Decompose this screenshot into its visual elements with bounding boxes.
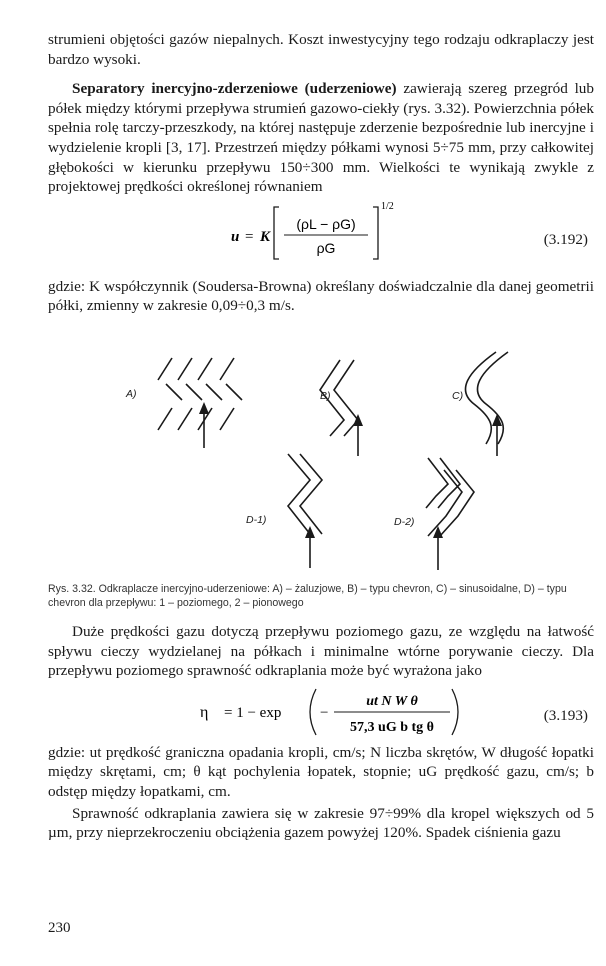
eq1-numerator: (ρL − ρG) [296, 215, 356, 232]
paragraph-separators-text: zawierają szereg przegród lub półek między którymi przepływa strumień gazowo-ciekły (rys. 3.32). Powierzchnia półek spełnia rolę tarczy-przeszkody, na której następuje zderzenie bezpośrednie lub inercyjne i wydzielenie kropli [3, 17]. Przestrzeń między półkami wynosi 5÷75 mm, przy całkowitej głębokości w kierunku przepływu 150÷300 mm. Wielkości te wynikają zwykle z projektowej prędkości określonej równaniem [48, 80, 594, 196]
equation-3-192-svg [48, 197, 594, 267]
eq1-right-bracket [373, 207, 378, 259]
eq2-lhs: η [200, 703, 209, 721]
equation-3-193-svg [48, 681, 594, 743]
eq1-denominator: ρG [316, 239, 336, 256]
figure-a-arrowhead [199, 402, 209, 414]
equation-3-192 [48, 197, 594, 267]
eq2-prefix: = 1 − exp [224, 704, 282, 721]
figure-label-d1: D-1) [246, 513, 267, 526]
figure-label-c: C) [452, 389, 464, 402]
equation-3-193 [48, 681, 594, 743]
figure-label-d2: D-2) [394, 515, 415, 528]
paragraph-k-definition: gdzie: K współczynnik (Soudersa-Browna) określany doświadczalnie dla danej geometrii półki, zmienny w zakresie 0,09÷0,3 m/s. [48, 277, 594, 315]
eq1-lhs: u [231, 228, 240, 245]
figure-caption [48, 582, 594, 610]
eq2-right-paren [452, 689, 458, 735]
eq2-numerator: ut N W θ [366, 693, 418, 709]
eq2-number: (3.193) [543, 706, 588, 724]
eq2-left-paren [310, 689, 316, 735]
paragraph-symbols: gdzie: ut prędkość graniczna opadania kropli, cm/s; N liczba skrętów, W długość łopatki między skrętami, cm; θ kąt pochylenia łopatek, stopnie; uG prędkość gazu, cm/s; b odstęp między łopatkami, cm. [48, 743, 594, 800]
term-alt-bold: (uderzeniowe) [304, 80, 397, 98]
term-bold: Separatory inercyjno-zderzeniowe [72, 80, 298, 98]
figure-d2-chevron [426, 458, 474, 536]
figure-drawing [48, 338, 594, 578]
eq1-equals: = [245, 228, 254, 245]
eq1-coef: K [260, 228, 271, 245]
figure-caption-text: Rys. 3.32. Odkraplacze inercyjno-uderzeniowe: A) – żaluzjowe, B) – typu chevron, C) – sinusoidalne, D) – typu chevron dla przepływu: 1 – poziomego, 2 – pionowego [48, 582, 567, 609]
paragraph-separators [48, 79, 594, 197]
paragraph-horizontal-flow: Duże prędkości gazu dotyczą przepływu poziomego gazu, ze względu na łatwość spływu cieczy wydzielanej na półkach i minimalne wtórne porywanie cieczy. Dla przepływu poziomego sprawność odkraplania może być wyrażona jako [48, 622, 594, 680]
page-content [48, 30, 594, 843]
figure-label-b: B) [320, 389, 331, 402]
eq1-number: (3.192) [543, 230, 588, 248]
paragraph-intro: strumieni objętości gazów niepalnych. Koszt inwestycyjny tego rodzaju odkraplaczy jest bardzo wysoki. [48, 31, 594, 68]
figure-d1-chevron [288, 454, 322, 534]
eq2-minus: − [320, 704, 329, 721]
figure-a-louvre [158, 358, 242, 430]
page-number: 230 [48, 920, 71, 936]
eq1-left-bracket [274, 207, 279, 259]
eq2-denominator: 57,3 uG b tg θ [350, 719, 434, 735]
figure-label-a: A) [126, 387, 137, 400]
paragraph-efficiency: Sprawność odkraplania zawiera się w zakresie 97÷99% dla kropel większych od 5 µm, przy nieprzekroczeniu obciążenia gazem powyżej 120%. Spadek ciśnienia gazu [48, 804, 594, 842]
figure-d1-arrowhead [305, 526, 315, 538]
eq1-exponent: 1/2 [381, 200, 394, 212]
figure-3-32 [48, 338, 594, 578]
figure-c-sinusoidal [465, 352, 508, 444]
